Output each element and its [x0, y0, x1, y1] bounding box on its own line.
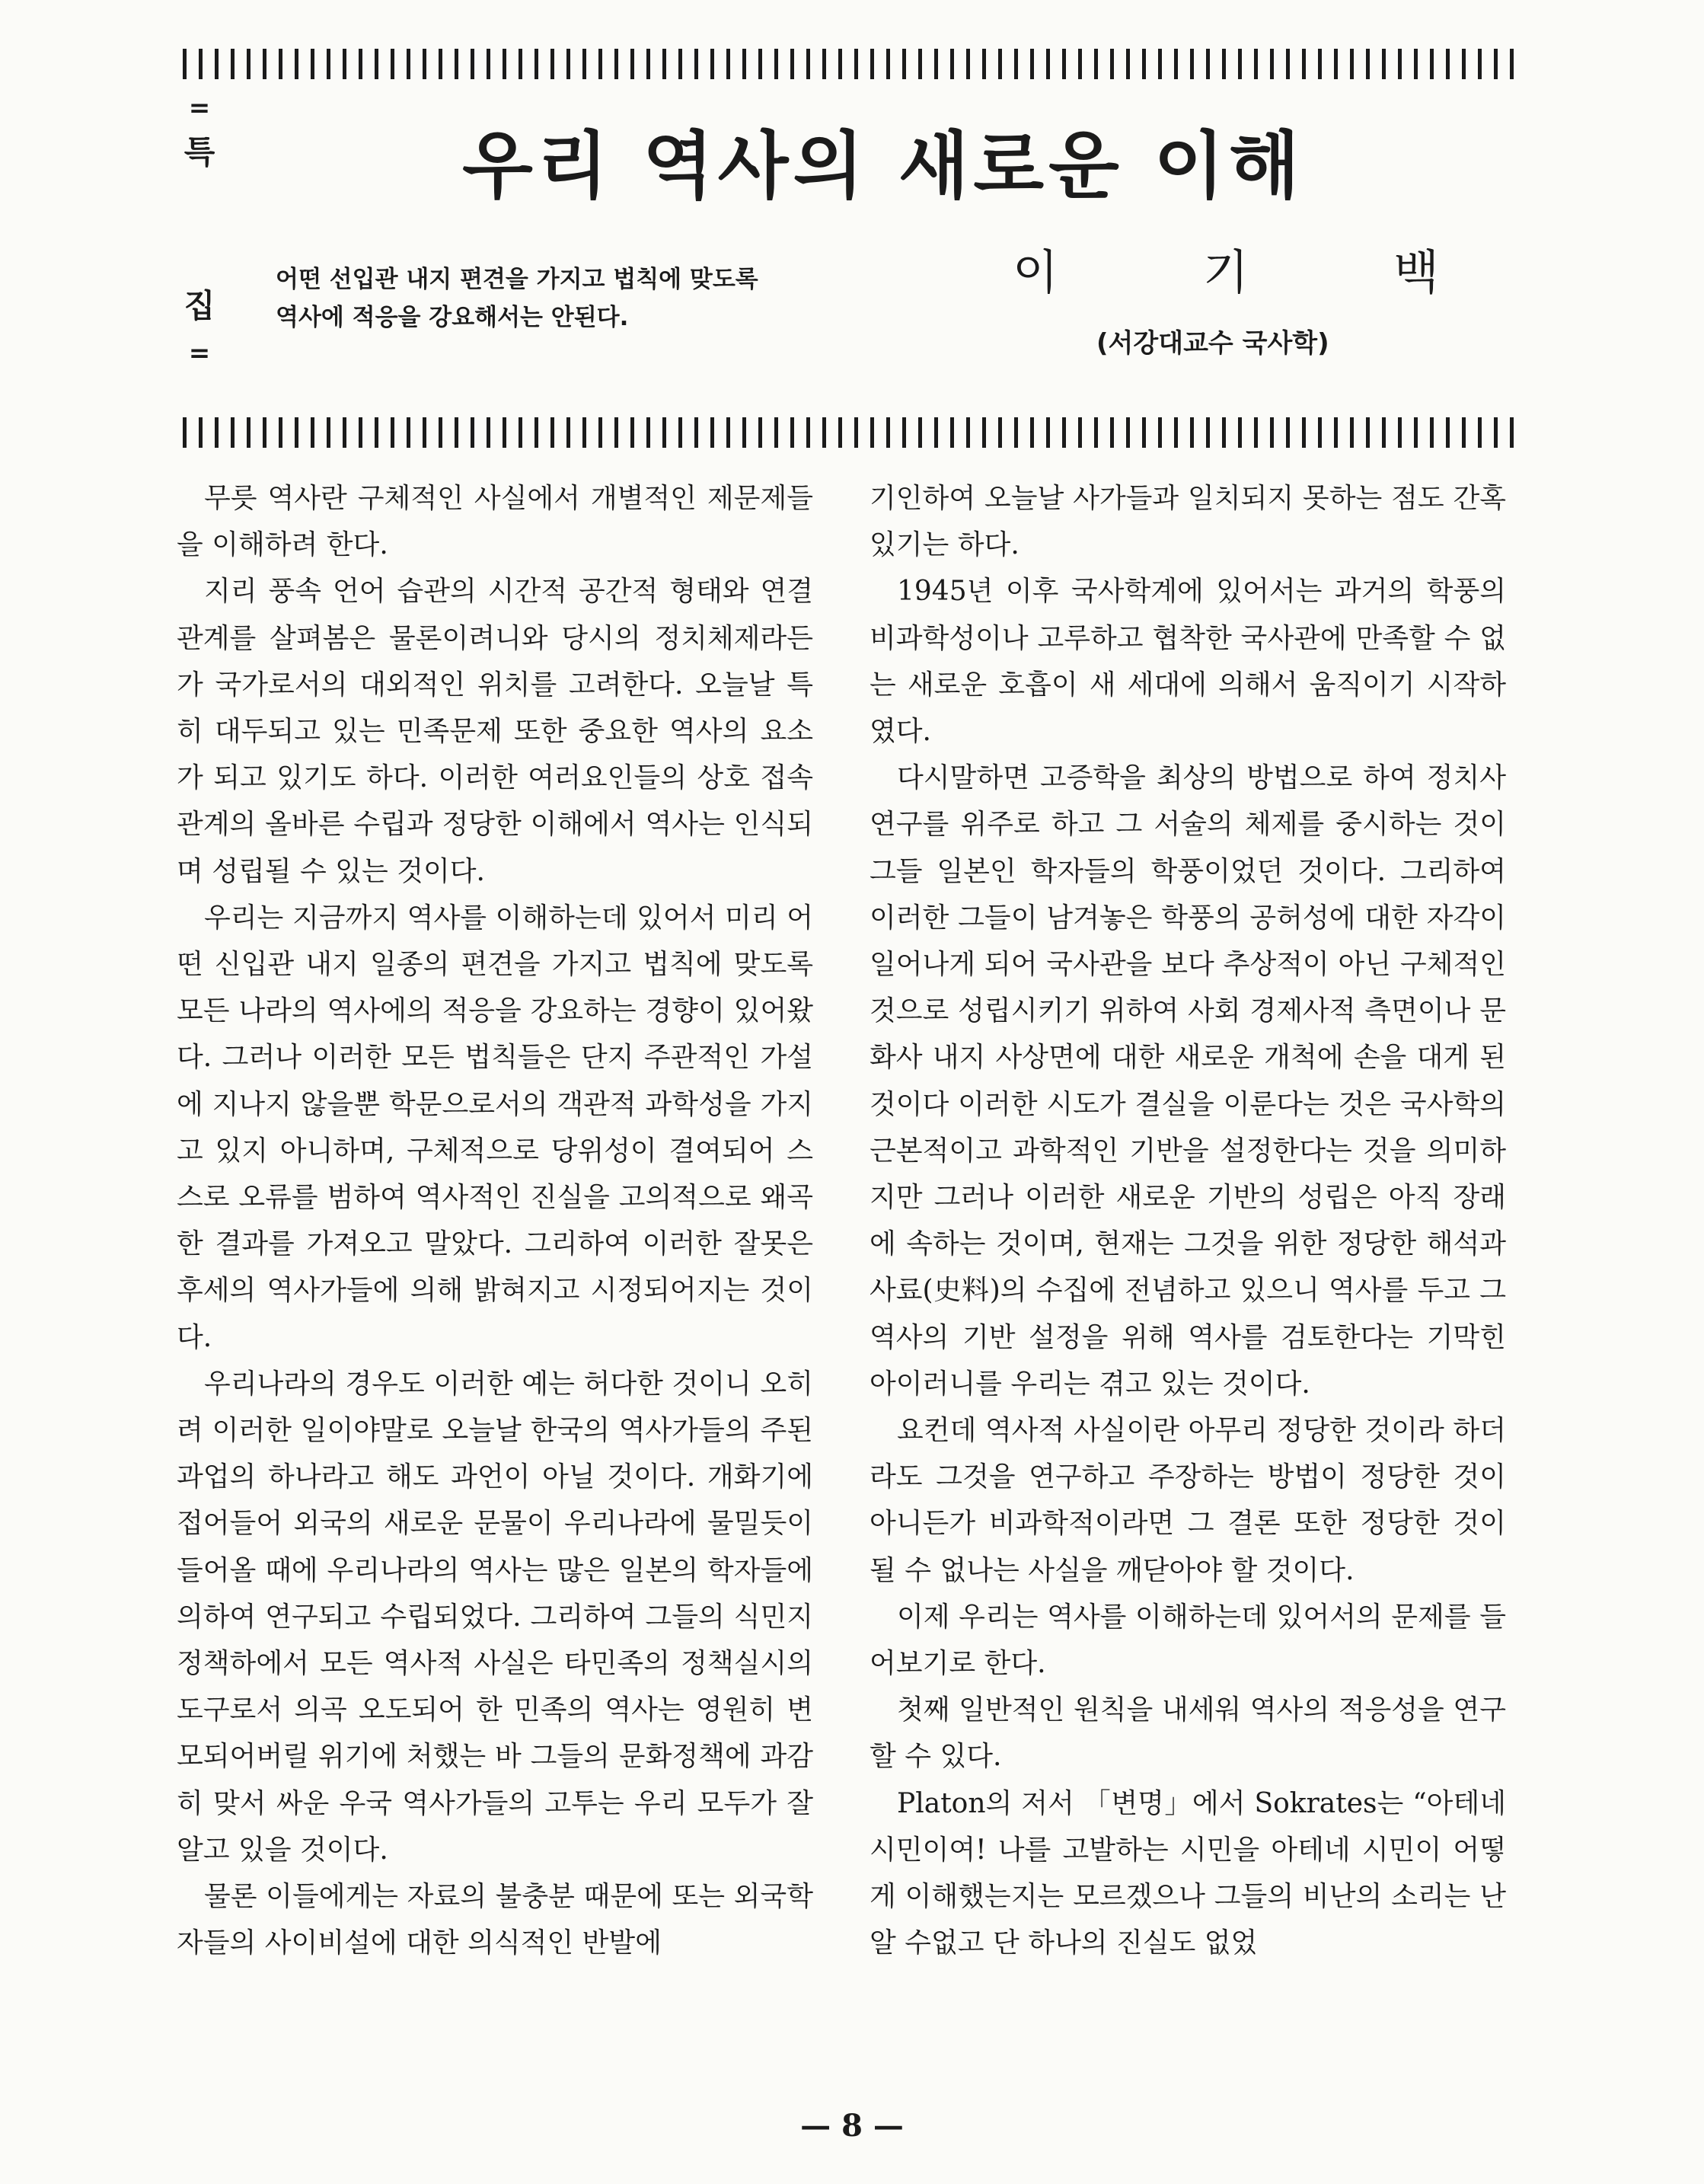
paragraph: Platon의 저서 「변명」에서 Sokrates는 “아테네시민이여! 나를 고발하는 시민을 아테네 시민이 어떻게 이해했는지는 모르겠으나 그들의 비난의 소리는 난 알 수없고 단 하나의 진실도 없었	[870, 1787, 1506, 1959]
author-char-2: 기	[1203, 244, 1249, 300]
page-number: — 8 —	[800, 2108, 904, 2144]
paragraph: 지리 풍속 언어 습관의 시간적 공간적 형태와 연결관계를 살펴봄은 물론이려니와 당시의 정치체제라든가 국가로서의 대외적인 위치를 고려한다. 오늘날 특히 대두되고 있는 민족문제 또한 중요한 역사의 요소가 되고 있기도 하다. 이러한 여러요인들의 상호 접속관계의 올바른 수립과 정당한 이해에서 역사는 인식되며 성립될 수 있는 것이다.	[177, 576, 813, 887]
section-label-char-1: 특	[183, 133, 215, 171]
paragraph: 1945년 이후 국사학계에 있어서는 과거의 학풍의 비과학성이나 고루하고 협착한 국사관에 만족할 수 없는 새로운 호흡이 새 세대에 의해서 움직이기 시작하였다.	[870, 576, 1506, 748]
author-name	[1013, 242, 1439, 303]
author-char-3: 백	[1393, 244, 1439, 300]
section-label	[181, 93, 218, 369]
article-title: 우리 역사의 새로운 이해	[462, 123, 1304, 209]
right-column	[870, 475, 1506, 1967]
paragraph: 다시말하면 고증학을 최상의 방법으로 하여 정치사 연구를 위주로 하고 그 서술의 체제를 중시하는 것이 그들 일본인 학자들의 학풍이었던 것이다. 그리하여 이러한 그들이 남겨놓은 학풍의 공허성에 대한 자각이 일어나게 되어 국사관을 보다 추상적이 아닌 구체적인 것으로 성립시키기 위하여 사회 경제사적 측면이나 문화사 내지 사상면에 대한 새로운 개척에 손을 대게 된 것이다 이러한 시도가 결실을 이룬다는 것은 국사학의 근본적이고 과학적인 기반을 설정한다는 것을 의미하지만 그러나 이러한 새로운 기반의 성립은 아직 장래에 속하는 것이며, 현재는 그것을 위한 정당한 해석과 사료(史料)의 수집에 전념하고 있으니 역사를 두고 그 역사의 기반 설정을 위해 역사를 검토한다는 기막힌 아이러니를 우리는 겪고 있는 것이다.	[870, 762, 1506, 1400]
section-label-char-2: 집	[183, 287, 215, 324]
section-label-mark-top: =	[188, 93, 211, 123]
paragraph: 요컨데 역사적 사실이란 아무리 정당한 것이라 하더라도 그것을 연구하고 주장하는 방법이 정당한 것이 아니든가 비과학적이라면 그 결론 또한 정당한 것이 될 수 없나는 사실을 깨닫아야 할 것이다.	[870, 1415, 1506, 1586]
author-affiliation: (서강대교수 국사학)	[1096, 328, 1329, 359]
bottom-divider-rule	[183, 417, 1518, 448]
paragraph: 우리나라의 경우도 이러한 예는 허다한 것이니 오히려 이러한 일이야말로 오늘날 한국의 역사가들의 주된 과업의 하나라고 해도 과언이 아닐 것이다. 개화기에 접어들어 외국의 새로운 문물이 우리나라에 물밀듯이 들어올 때에 우리나라의 역사는 많은 일본의 학자들에 의하여 연구되고 수립되었다. 그리하여 그들의 식민지정책하에서 모든 역사적 사실은 타민족의 정책실시의 도구로서 의곡 오도되어 한 민족의 역사는 영원히 변모되어버릴 위기에 처했는 바 그들의 문화정책에 과감히 맞서 싸운 우국 역사가들의 고투는 우리 모두가 잘 알고 있을 것이다.	[177, 1368, 813, 1866]
paragraph: 물론 이들에게는 자료의 불충분 때문에 또는 외국학자들의 사이비설에 대한 의식적인 반발에	[177, 1881, 813, 1959]
subtitle-line-2: 역사에 적응을 강요해서는 안된다.	[276, 304, 629, 331]
paragraph: 무릇 역사란 구체적인 사실에서 개별적인 제문제들을 이해하려 한다.	[177, 483, 813, 561]
paragraph: 기인하여 오늘날 사가들과 일치되지 못하는 점도 간혹 있기는 하다.	[870, 483, 1506, 561]
left-column	[177, 475, 813, 1967]
paragraph: 우리는 지금까지 역사를 이해하는데 있어서 미리 어떤 신입관 내지 일종의 편견을 가지고 법칙에 맞도록 모든 나라의 역사에의 적응을 강요하는 경향이 있어왔다. 그러나 이러한 모든 법칙들은 단지 주관적인 가설에 지나지 않을뿐 학문으로서의 객관적 과학성을 가지고 있지 아니하며, 구체적으로 당위성이 결여되어 스스로 오류를 범하여 역사적인 진실을 고의적으로 왜곡한 결과를 가져오고 말았다. 그리하여 이러한 잘못은 후세의 역사가들에 의해 밝혀지고 시정되어지는 것이다.	[177, 902, 813, 1353]
subtitle-line-1: 어떤 선입관 내지 편견을 가지고 법칙에 맞도록	[276, 266, 758, 293]
article-subtitle	[276, 260, 930, 337]
author-char-1: 이	[1013, 244, 1058, 300]
top-divider-rule	[183, 49, 1518, 79]
paragraph: 이제 우리는 역사를 이해하는데 있어서의 문제를 들어보기로 한다.	[870, 1601, 1506, 1680]
paragraph: 첫째 일반적인 원칙을 내세워 역사의 적응성을 연구할 수 있다.	[870, 1694, 1506, 1773]
section-label-mark-bottom: =	[188, 338, 211, 369]
